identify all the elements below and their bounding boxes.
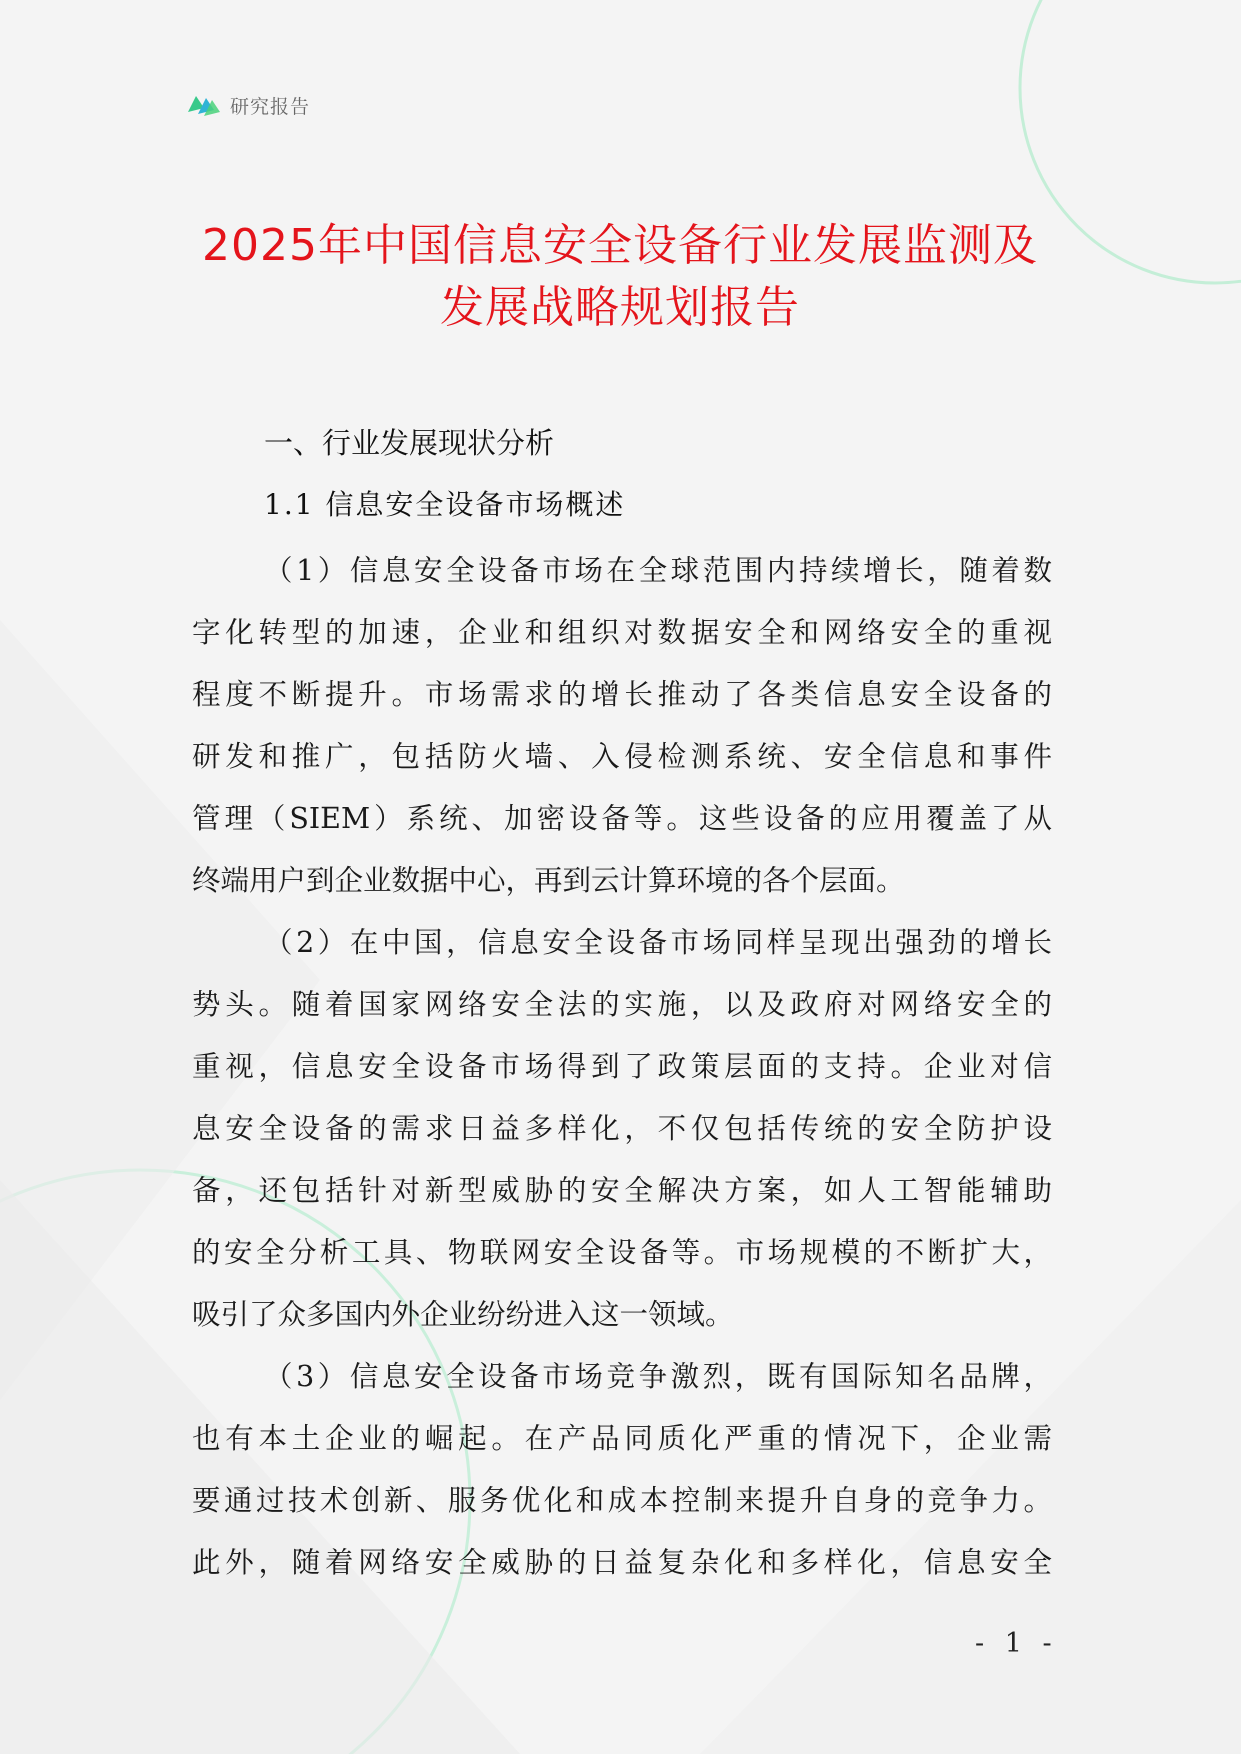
report-header (186, 88, 310, 122)
paragraph-line: 程度不断提升。市场需求的增长推动了各类信息安全设备的 (192, 678, 1052, 711)
report-logo-icon (186, 90, 222, 120)
title-line-1: 2025年中国信息安全设备行业发展监测及 (202, 220, 1038, 271)
paragraph-line: 研发和推广，包括防火墙、入侵检测系统、安全信息和事件 (192, 740, 1052, 773)
document-title (160, 215, 1080, 339)
title-line-2: 发展战略规划报告 (440, 282, 800, 333)
header-label: 研究报告 (230, 95, 311, 118)
paragraph-line: （3）信息安全设备市场竞争激烈，既有国际知名品牌， (264, 1360, 1052, 1393)
section-heading: 一、行业发展现状分析 (264, 426, 555, 460)
paragraph-line: 终端用户到企业数据中心，再到云计算环境的各个层面。 (192, 864, 905, 897)
paragraph-3 (192, 1346, 1052, 1594)
paragraph-line: 吸引了众多国内外企业纷纷进入这一领域。 (192, 1298, 734, 1331)
paragraph-line: 也有本土企业的崛起。在产品同质化严重的情况下，企业需 (192, 1422, 1052, 1455)
page-number: - 1 - (975, 1628, 1058, 1659)
paragraph-line: （1）信息安全设备市场在全球范围内持续增长，随着数 (264, 554, 1052, 587)
paragraph-line: 势头。随着国家网络安全法的实施，以及政府对网络安全的 (192, 988, 1052, 1021)
subsection-heading: 1.1 信息安全设备市场概述 (264, 488, 626, 521)
paragraph-line: 字化转型的加速，企业和组织对数据安全和网络安全的重视 (192, 616, 1052, 649)
paragraph-line: 管理（SIEM）系统、加密设备等。这些设备的应用覆盖了从 (192, 802, 1052, 835)
paragraph-line: 重视，信息安全设备市场得到了政策层面的支持。企业对信 (192, 1050, 1052, 1083)
paragraph-line: 此外，随着网络安全威胁的日益复杂化和多样化，信息安全 (192, 1546, 1052, 1579)
paragraph-line: 的安全分析工具、物联网安全设备等。市场规模的不断扩大， (192, 1236, 1052, 1269)
paragraph-line: 息安全设备的需求日益多样化，不仅包括传统的安全防护设 (192, 1112, 1052, 1145)
paragraph-line: 备，还包括针对新型威胁的安全解决方案，如人工智能辅助 (192, 1174, 1052, 1207)
paragraph-2 (192, 912, 1052, 1346)
paragraph-1 (192, 540, 1052, 912)
document-body (192, 416, 1052, 1594)
paragraph-line: （2）在中国，信息安全设备市场同样呈现出强劲的增长 (264, 926, 1052, 959)
paragraph-line: 要通过技术创新、服务优化和成本控制来提升自身的竞争力。 (192, 1484, 1052, 1517)
